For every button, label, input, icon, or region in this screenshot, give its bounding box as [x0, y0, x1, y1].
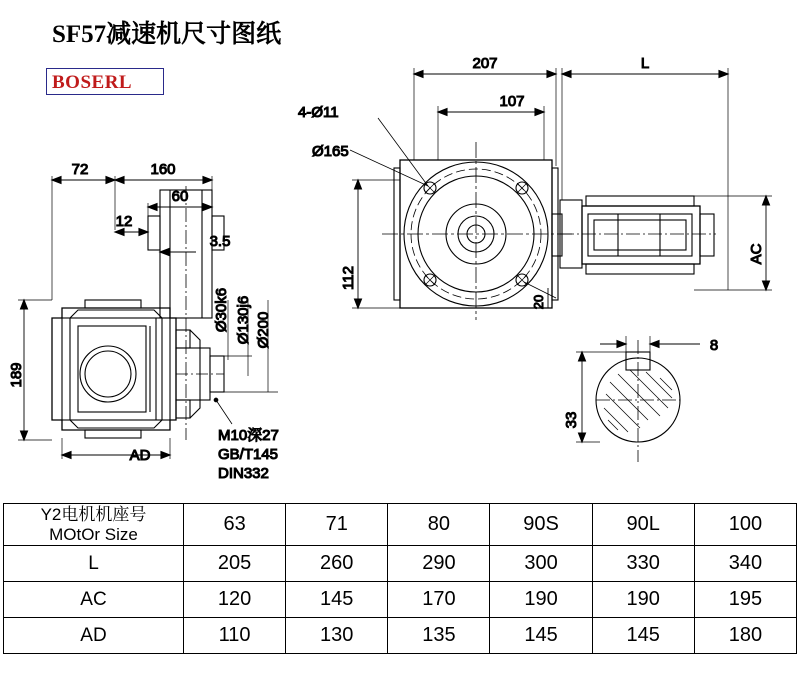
- note-gbt145: GB/T145: [218, 446, 279, 463]
- table-cell: 190: [592, 582, 694, 618]
- dim-160: 160: [150, 161, 176, 178]
- dim-107: 107: [499, 93, 525, 110]
- table-cell: 180: [694, 618, 796, 654]
- dim-8: 8: [709, 337, 719, 354]
- table-row: [4, 618, 797, 654]
- table-cell: 290: [388, 546, 490, 582]
- note-din332: DIN332: [218, 465, 269, 482]
- table-cell: 205: [184, 546, 286, 582]
- table-cell: 145: [592, 618, 694, 654]
- spec-table: [3, 503, 797, 654]
- table-cell: 120: [184, 582, 286, 618]
- table-cell: 190: [490, 582, 592, 618]
- dim-207: 207: [472, 55, 498, 72]
- table-rowhdr-AC: AC: [4, 582, 184, 618]
- table-cell: 300: [490, 546, 592, 582]
- table-cell: 130: [286, 618, 388, 654]
- motor-size-label-en: MOtOr Size: [49, 524, 138, 544]
- table-cell: 80: [388, 504, 490, 546]
- dim-165: Ø165: [312, 143, 349, 160]
- table-cell: 71: [286, 504, 388, 546]
- table-cell: 145: [490, 618, 592, 654]
- page-title: SF57减速机尺寸图纸: [52, 21, 282, 48]
- table-cell: 100: [694, 504, 796, 546]
- table-row: [4, 546, 797, 582]
- table-rowhdr-AD: AD: [4, 618, 184, 654]
- dim-112: 112: [340, 266, 357, 290]
- brand-logo: BOSERL: [52, 72, 133, 93]
- table-cell: 145: [286, 582, 388, 618]
- dim-L: L: [640, 55, 650, 72]
- motor-size-label-cn: Y2电机机座号: [40, 505, 147, 524]
- table-rowhdr-L: L: [4, 546, 184, 582]
- table-cell: 260: [286, 546, 388, 582]
- dim-60: 60: [171, 188, 189, 205]
- table-cell: 135: [388, 618, 490, 654]
- dim-72: 72: [71, 161, 89, 178]
- dim-3-5: 3.5: [209, 233, 231, 250]
- table-row: [4, 582, 797, 618]
- table-cell: 110: [184, 618, 286, 654]
- table-cell: 90L: [592, 504, 694, 546]
- dim-AD: AD: [129, 447, 151, 464]
- dim-20: 20: [531, 294, 546, 310]
- dim-33: 33: [563, 411, 580, 429]
- table-cell: 340: [694, 546, 796, 582]
- dim-AC: AC: [748, 243, 765, 265]
- dim-12: 12: [115, 213, 133, 230]
- table-row-header: [4, 504, 797, 546]
- dim-200: Ø200: [255, 311, 272, 349]
- dim-4xD11: 4-Ø11: [298, 104, 339, 121]
- dim-130j6: Ø130j6: [235, 295, 252, 345]
- table-cell: 63: [184, 504, 286, 546]
- dim-189: 189: [8, 362, 25, 388]
- note-m10: M10深27: [218, 427, 279, 444]
- table-cell: 330: [592, 546, 694, 582]
- table-rowhdr-motor-size: [4, 504, 184, 546]
- table-cell: 195: [694, 582, 796, 618]
- dim-30k6: Ø30k6: [213, 287, 230, 333]
- table-cell: 90S: [490, 504, 592, 546]
- table-cell: 170: [388, 582, 490, 618]
